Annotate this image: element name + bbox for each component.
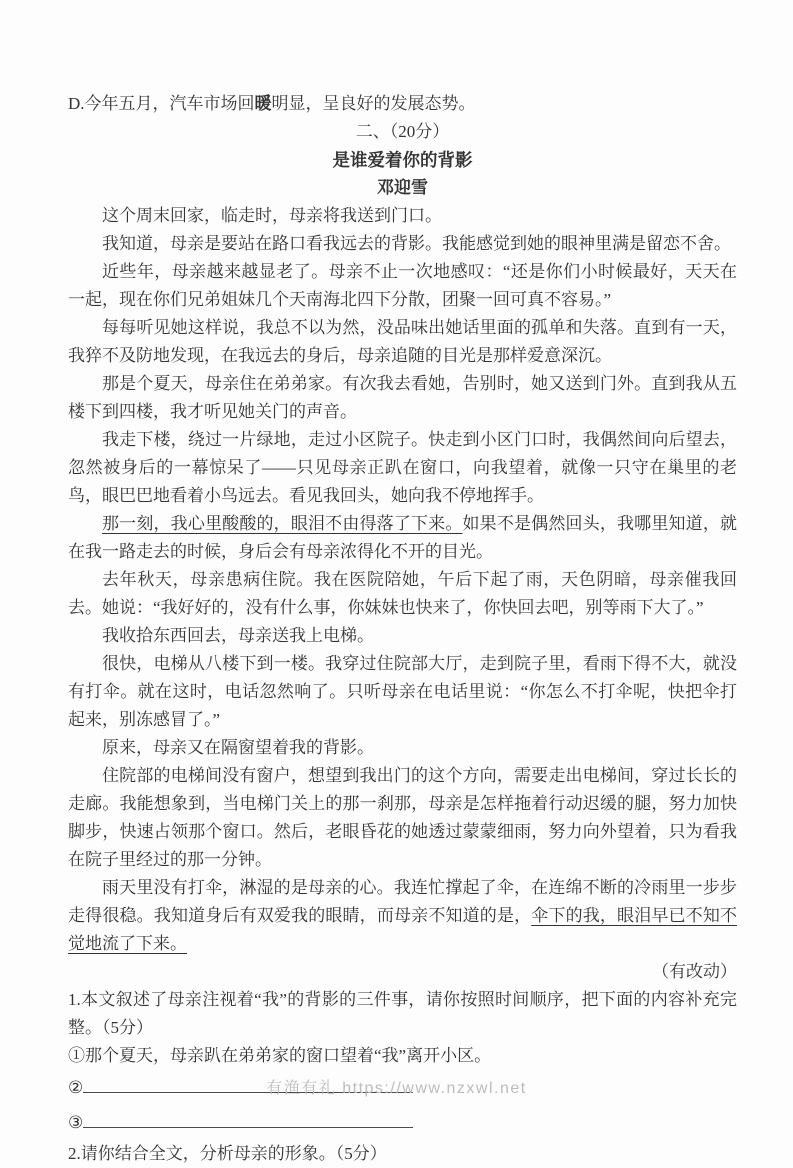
- essay-paragraph-7: [68, 510, 737, 566]
- essay-paragraph-11: 原来，母亲又在隔窗望着我的背影。: [102, 738, 374, 757]
- essay-title: 是谁爱着你的背影: [332, 150, 473, 170]
- question-2: 2.请你结合全文，分析母亲的形象。（5分）: [68, 1144, 387, 1163]
- essay-paragraph-12: 住院部的电梯间没有窗户，想望到我出门的这个方向，需要走出电梯间，穿过长长的走廊。我能想象到，当电梯门关上的那一刹那，母亲是怎样拖着行动迟缓的腿，努力加快脚步，快速占领那个窗口。然后，老眼昏花的她透过蒙蒙细雨，努力向外望着，只为看我在院子里经过的那一分钟。: [68, 766, 737, 869]
- essay-paragraph-13-pre: 雨天里没有打伞，淋湿的是母亲的心。我连忙撑起了伞，在连绵不断的冷雨里一步步走得很稳。我知道身后有双爱我的眼睛，而母亲不知道的是，: [68, 878, 737, 925]
- option-d-text-pre: D.今年五月，汽车市场回: [68, 94, 255, 113]
- essay-author: 邓迎雪: [377, 178, 428, 197]
- essay-paragraph-4: 每每听见她这样说，我总不以为然，没品味出她话里面的孤单和失落。直到有一天，我猝不及防地发现，在我远去的身后，母亲追随的目光是那样爱意深沉。: [68, 318, 737, 365]
- watermark-footer: [0, 1075, 793, 1098]
- essay-paragraph-2: 我知道，母亲是要站在路口看我远去的背影。我能感觉到她的眼神里满是留恋不舍。: [102, 234, 731, 253]
- essay-paragraph-3: 近些年，母亲越来越显老了。母亲不止一次地感叹：“还是你们小时候最好，天天在一起，现在你们兄弟姐妹几个天南海北四下分散，团聚一回可真不容易。”: [68, 262, 737, 309]
- circled-3-marker: ③: [68, 1113, 84, 1132]
- question-1: 1.本文叙述了母亲注视着“我”的背影的三件事，请你按照时间顺序，把下面的内容补充完整。（5分）: [68, 990, 737, 1037]
- essay-paragraph-10: 很快，电梯从八楼下到一楼。我穿过住院部大厅，走到院子里，看雨下得不大，就没有打伞。就在这时，电话忽然响了。只听母亲在电话里说：“你怎么不打伞呢，快把伞打起来，别冻感冒了。”: [68, 654, 737, 729]
- underlined-sentence-1: 那一刻，我心里酸酸的，眼泪不由得落了下来。: [102, 514, 463, 533]
- source-note: （有改动）: [652, 962, 737, 981]
- essay-paragraph-1: 这个周末回家，临走时，母亲将我送到门口。: [102, 206, 442, 225]
- option-d-text-post: 明显，呈良好的发展态势。: [271, 94, 476, 113]
- essay-paragraph-13: [68, 874, 737, 958]
- watermark-text: 有渔有礼 https://www.nzxwl.net: [266, 1080, 527, 1097]
- essay-paragraph-6: 我走下楼，绕过一片绿地，走过小区院子。快走到小区门口时，我偶然间向后望去，忽然被身后的一幕惊呆了——只见母亲正趴在窗口，向我望着，就像一只守在巢里的老鸟，眼巴巴地看着小鸟远去。看见我回头，她向我不停地挥手。: [68, 430, 737, 505]
- section-heading: 二、（20分）: [355, 122, 450, 141]
- essay-paragraph-5: 那是个夏天，母亲住在弟弟家。有次我去看她，告别时，她又送到门外。直到我从五楼下到四楼，我才听见她关门的声音。: [68, 374, 737, 421]
- question-1-item-3: [68, 1105, 737, 1140]
- option-d-line: [68, 90, 737, 118]
- answer-blank-3[interactable]: [83, 1111, 413, 1128]
- essay-paragraph-8: 去年秋天，母亲患病住院。我在医院陪她，午后下起了雨，天色阴暗，母亲催我回去。她说：“我好好的，没有什么事，你妹妹也快来了，你快回去吧，别等雨下大了。”: [68, 570, 737, 617]
- option-d-bold-char: 暖: [254, 94, 272, 113]
- underlined-sentence-2: 伞下的我，眼泪早已不知不觉地流了下来。: [68, 906, 738, 953]
- circled-2-marker: ②: [68, 1078, 84, 1097]
- essay-paragraph-9: 我收拾东西回去，母亲送我上电梯。: [102, 626, 374, 645]
- essay-paragraph-7-rest: 如果不是偶然回头，我哪里知道，就在我一路走去的时候，身后会有母亲浓得化不开的目光。: [68, 514, 737, 561]
- question-1-item-1: ①那个夏天，母亲趴在弟弟家的窗口望着“我”离开小区。: [68, 1046, 492, 1065]
